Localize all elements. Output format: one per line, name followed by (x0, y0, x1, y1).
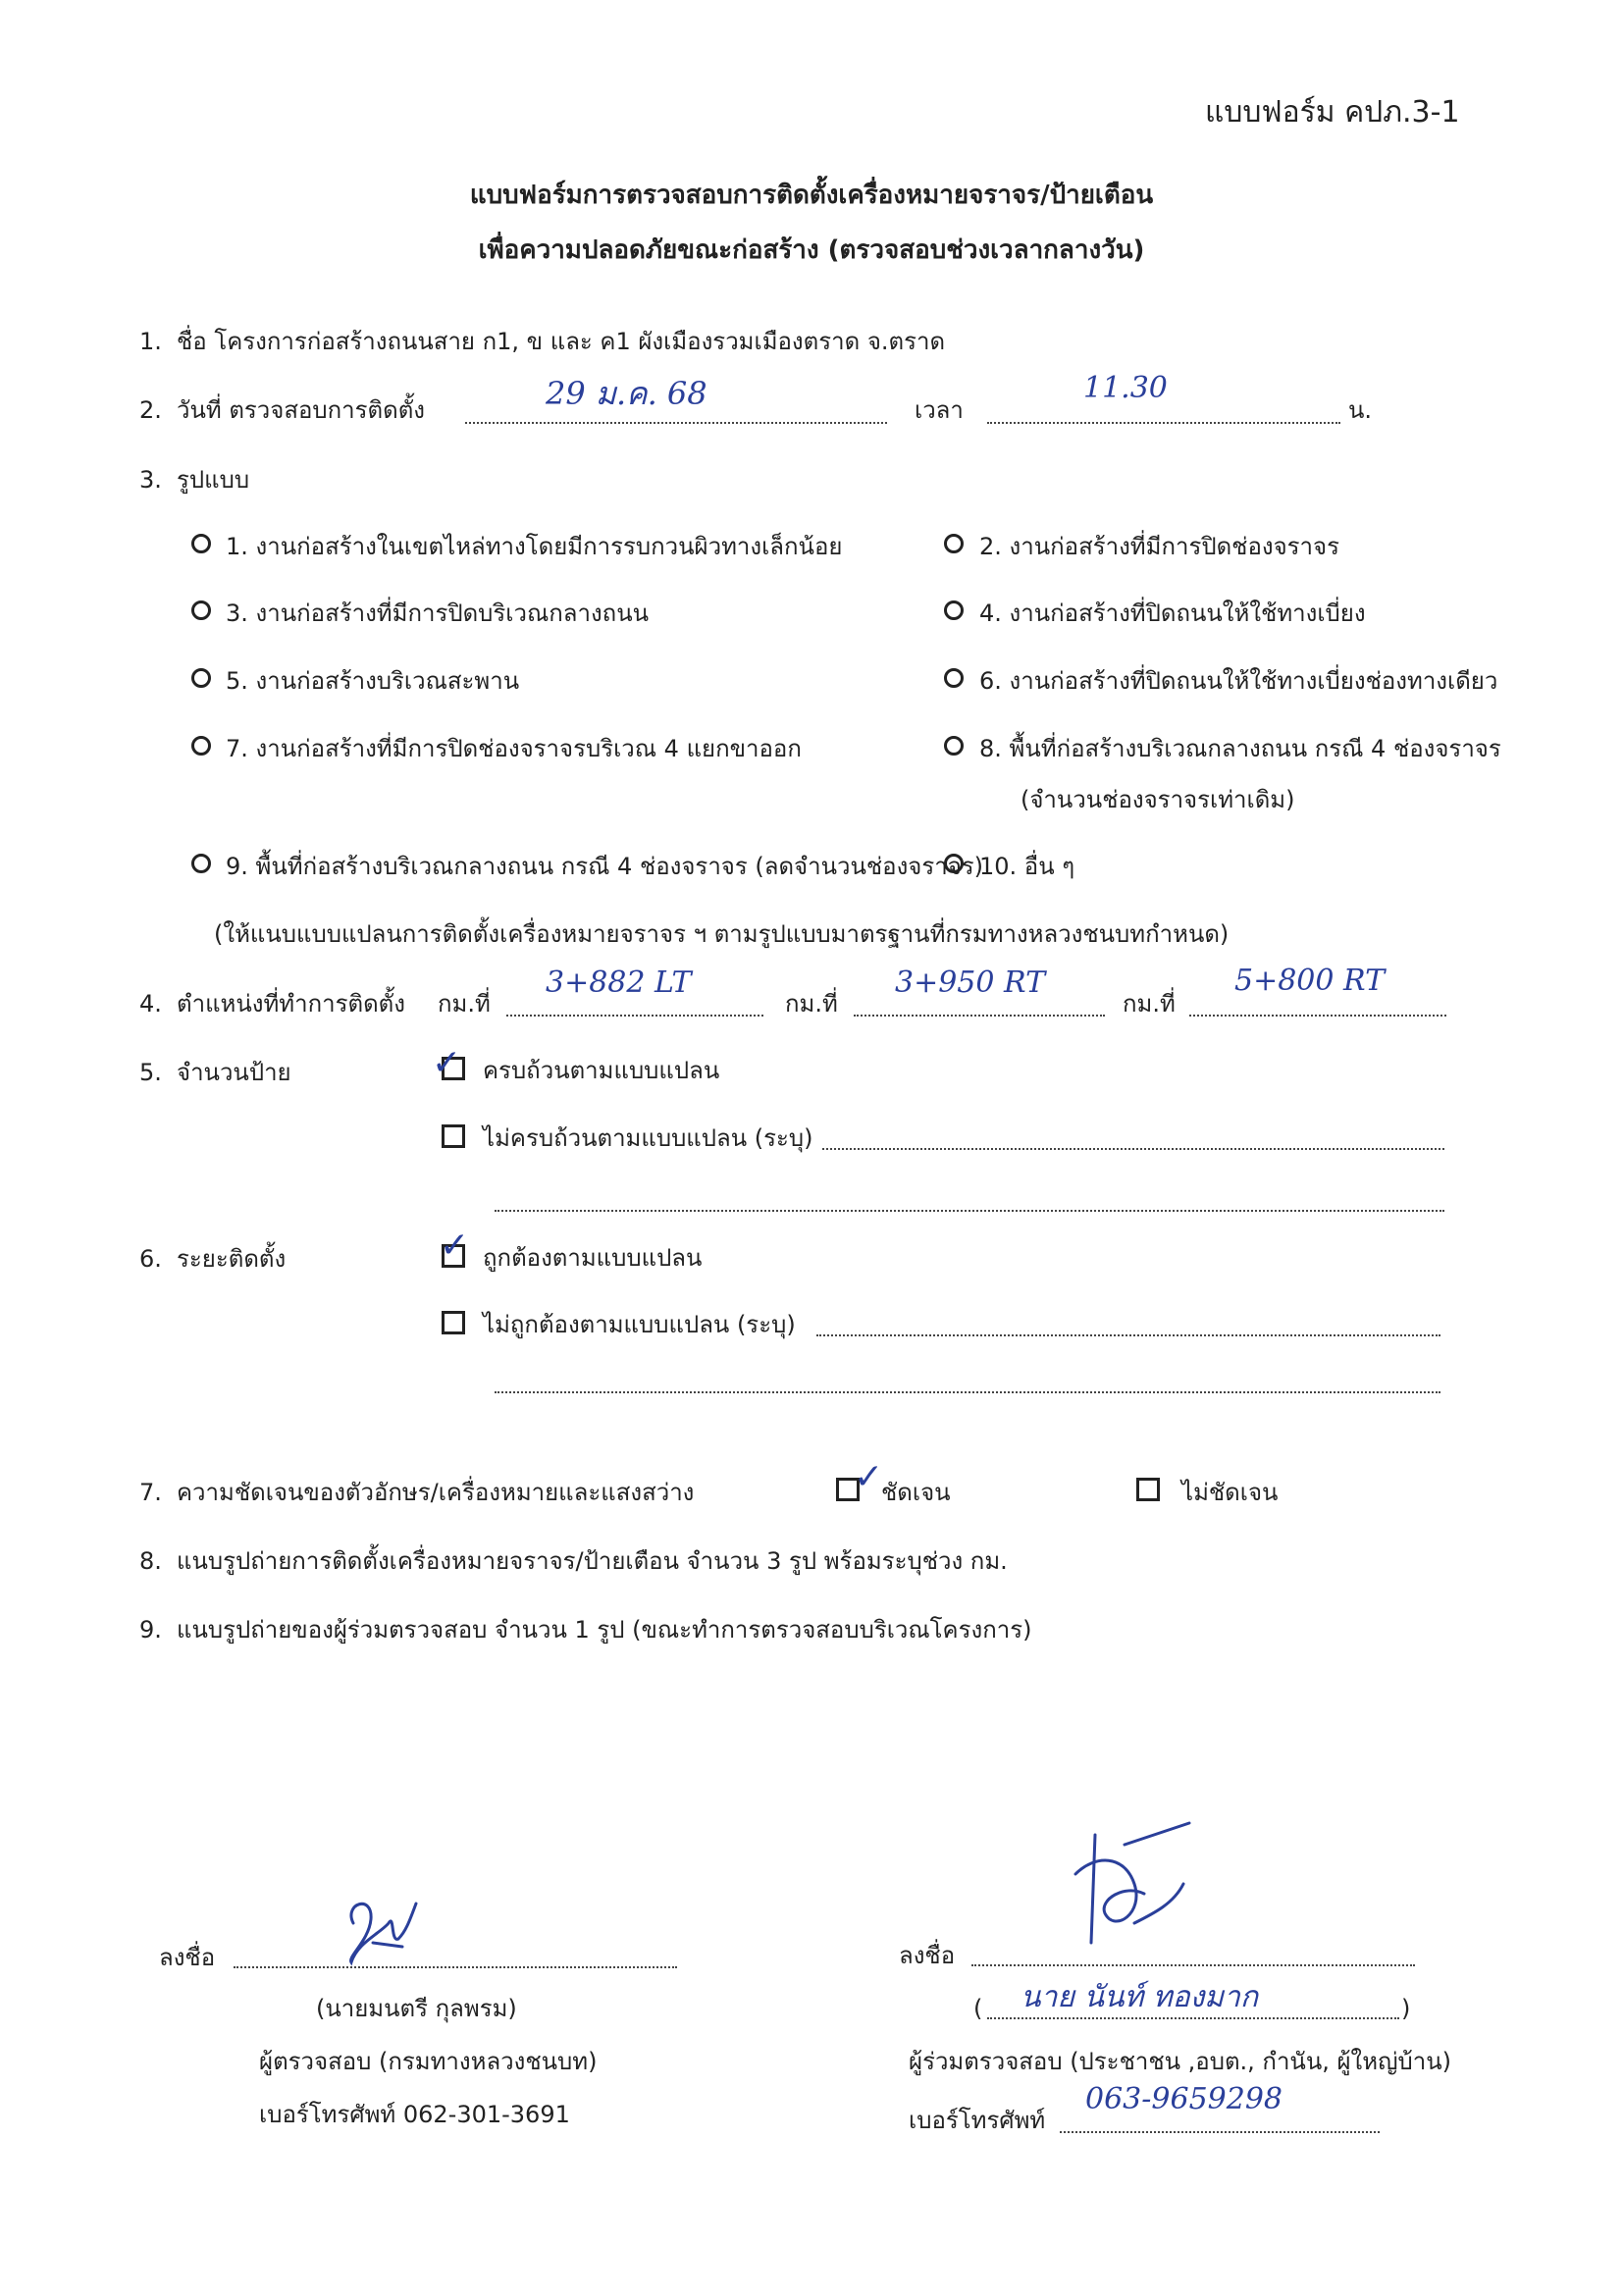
item5-num: 5. (139, 1059, 162, 1086)
checkbox-incorrect[interactable] (442, 1311, 465, 1334)
item3-num: 3. (139, 466, 162, 494)
km-dotted-line-2 (854, 1015, 1105, 1017)
participant-phone-handwritten: 063-9659298 (1085, 2082, 1283, 2116)
sign-dotted-line-right (971, 1964, 1415, 1966)
complete-label: ครบถ้วนตามแบบแปลน (483, 1057, 720, 1084)
incorrect-dotted-line (816, 1334, 1440, 1336)
option-4-label: 4. งานก่อสร้างที่ปิดถนนให้ใช้ทางเบี่ยง (979, 600, 1366, 627)
item5-label: จำนวนป้าย (177, 1059, 291, 1086)
radio-option-4[interactable] (944, 600, 964, 620)
inspector-name: (นายมนตรี กุลพรม) (316, 1995, 517, 2022)
km-value-2: 3+950 RT (895, 965, 1046, 1000)
unclear-label: ไม่ชัดเจน (1181, 1479, 1279, 1506)
radio-option-9[interactable] (191, 854, 211, 873)
item1-text: ชื่อ โครงการก่อสร้างถนนสาย ก1, ข และ ค1 ผังเมืองรวมเมืองตราด จ.ตราด (177, 328, 946, 355)
title-line2: เพื่อความปลอดภัยขณะก่อสร้าง (ตรวจสอบช่วงเวลากลางวัน) (478, 235, 1145, 265)
item9-num: 9. (139, 1616, 162, 1644)
sign-dotted-line-left (234, 1966, 677, 1968)
radio-option-10[interactable] (944, 854, 964, 873)
participant-name-handwritten: นาย นันท์ ทองมาก (1021, 1980, 1259, 2014)
correct-label: ถูกต้องตามแบบแปลน (483, 1244, 703, 1272)
item7-num: 7. (139, 1479, 162, 1506)
inspector-role: ผู้ตรวจสอบ (กรมทางหลวงชนบท) (259, 2048, 598, 2075)
clear-label: ชัดเจน (881, 1479, 951, 1506)
item4-num: 4. (139, 990, 162, 1018)
incorrect-label: ไม่ถูกต้องตามแบบแปลน (ระบุ) (483, 1311, 796, 1338)
radio-option-7[interactable] (191, 736, 211, 756)
participant-phone-label: เบอร์โทรศัพท์ (909, 2107, 1046, 2134)
date-dotted-line (465, 422, 887, 424)
radio-option-6[interactable] (944, 668, 964, 688)
option-10-label: 10. อื่น ๆ (979, 853, 1075, 880)
item8-num: 8. (139, 1547, 162, 1575)
incorrect-dotted-line-2 (495, 1391, 1440, 1393)
date-handwritten: 29 ม.ค. 68 (546, 375, 707, 412)
option-5-label: 5. งานก่อสร้างบริเวณสะพาน (226, 667, 520, 695)
time-handwritten: 11.30 (1083, 371, 1168, 405)
item6-label: ระยะติดตั้ง (177, 1245, 287, 1273)
km-label-2: กม.ที่ (785, 990, 838, 1018)
item3-note: (ให้แนบแบบแปลนการติดตั้งเครื่องหมายจราจร ฯ ตามรูปแบบมาตรฐานที่กรมทางหลวงชนบทกำหนด) (214, 920, 1230, 948)
item8-text: แนบรูปถ่ายการติดตั้งเครื่องหมายจราจร/ป้ายเตือน จำนวน 3 รูป พร้อมระบุช่วง กม. (177, 1547, 1008, 1575)
radio-option-8[interactable] (944, 736, 964, 756)
signature-left (334, 1884, 432, 1968)
item9-text: แนบรูปถ่ายของผู้ร่วมตรวจสอบ จำนวน 1 รูป (ขณะทำการตรวจสอบบริเวณโครงการ) (177, 1616, 1032, 1644)
option-1-label: 1. งานก่อสร้างในเขตไหล่ทางโดยมีการรบกวนผิวทางเล็กน้อย (226, 533, 843, 560)
item6-num: 6. (139, 1245, 162, 1273)
time-label: เวลา (915, 396, 964, 424)
sign-label-right: ลงชื่อ (899, 1942, 956, 1969)
option-3-label: 3. งานก่อสร้างที่มีการปิดบริเวณกลางถนน (226, 600, 650, 627)
item1-num: 1. (139, 328, 162, 355)
option-2-label: 2. งานก่อสร้างที่มีการปิดช่องจราจร (979, 533, 1339, 560)
item7-label: ความชัดเจนของตัวอักษร/เครื่องหมายและแสงสว่าง (177, 1479, 695, 1506)
option-8-sublabel: (จำนวนช่องจราจรเท่าเดิม) (1021, 786, 1295, 813)
option-6-label: 6. งานก่อสร้างที่ปิดถนนให้ใช้ทางเบี่ยงช่องทางเดียว (979, 667, 1498, 695)
radio-option-3[interactable] (191, 600, 211, 620)
signature-right (1066, 1815, 1203, 1962)
checkmark-icon: ✓ (432, 1043, 462, 1083)
phone-dotted-line-right (1060, 2131, 1380, 2133)
participant-role: ผู้ร่วมตรวจสอบ (ประชาชน ,อบต., กำนัน, ผู้ใหญ่บ้าน) (909, 2048, 1452, 2075)
option-8-label: 8. พื้นที่ก่อสร้างบริเวณกลางถนน กรณี 4 ช่องจราจร (979, 735, 1501, 762)
km-value-3: 5+800 RT (1234, 964, 1386, 998)
km-value-1: 3+882 LT (546, 965, 692, 1000)
km-dotted-line-1 (506, 1015, 763, 1017)
radio-option-1[interactable] (191, 534, 211, 553)
close-paren: ) (1401, 1995, 1411, 2022)
checkbox-incomplete[interactable] (442, 1124, 465, 1148)
inspector-phone: เบอร์โทรศัพท์ 062-301-3691 (259, 2101, 570, 2128)
item2-label: วันที่ ตรวจสอบการติดตั้ง (177, 396, 426, 424)
checkbox-unclear[interactable] (1136, 1478, 1160, 1501)
incomplete-label: ไม่ครบถ้วนตามแบบแปลน (ระบุ) (483, 1124, 813, 1152)
form-code: แบบฟอร์ม คปภ.3-1 (1205, 95, 1460, 130)
incomplete-dotted-line (822, 1148, 1444, 1150)
km-label-3: กม.ที่ (1123, 990, 1176, 1018)
time-dotted-line (987, 422, 1340, 424)
incomplete-dotted-line-2 (495, 1210, 1444, 1212)
option-7-label: 7. งานก่อสร้างที่มีการปิดช่องจราจรบริเวณ 4 แยกขาออก (226, 735, 802, 762)
title-line1: แบบฟอร์มการตรวจสอบการติดตั้งเครื่องหมายจราจร/ป้ายเตือน (469, 181, 1154, 210)
radio-option-5[interactable] (191, 668, 211, 688)
open-paren: ( (973, 1995, 983, 2022)
item2-num: 2. (139, 396, 162, 424)
sign-label-left: ลงชื่อ (159, 1944, 216, 1971)
item3-label: รูปแบบ (177, 466, 250, 494)
item4-label: ตำแหน่งที่ทำการติดตั้ง (177, 990, 405, 1018)
radio-option-2[interactable] (944, 534, 964, 553)
km-label-1: กม.ที่ (438, 990, 491, 1018)
checkmark-icon: ✓ (854, 1457, 884, 1497)
km-dotted-line-3 (1189, 1015, 1446, 1017)
time-unit: น. (1348, 396, 1373, 424)
checkmark-icon: ✓ (440, 1226, 470, 1266)
option-9-label: 9. พื้นที่ก่อสร้างบริเวณกลางถนน กรณี 4 ช่องจราจร (ลดจำนวนช่องจราจร) (226, 853, 984, 880)
